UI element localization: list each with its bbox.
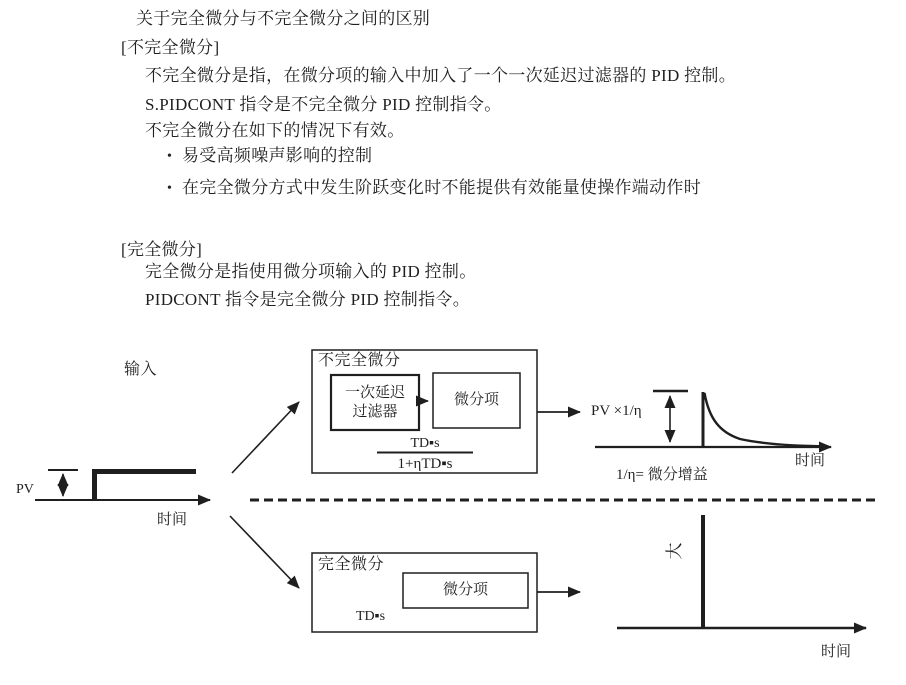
incomplete-time-label: 时间 [795,453,826,469]
page-title: 关于完全微分与不完全微分之间的区别 [136,9,431,28]
complete-section-header: [完全微分] [121,240,203,259]
filter-box-line2: 过滤器 [352,403,398,420]
decay-curve [705,393,829,446]
input-time-label: 时间 [157,512,188,528]
incomplete-bullet-2: 在完全微分方式中发生阶跃变化时不能提供有效能量使操作端动作时 [182,178,701,197]
derivative-box-2 [403,573,528,608]
incomplete-paragraph-3: 不完全微分在如下的情况下有效。 [145,121,405,140]
amplitude-gain-label: PV ×1/η [591,403,642,419]
filter-box [331,375,419,430]
incomplete-paragraph-1: 不完全微分是指，在微分项的输入中加入了一个一次延迟过滤器的 PID 控制。 [145,66,736,85]
complete-paragraph-2: PIDCONT 指令是完全微分 PID 控制指令。 [145,290,471,309]
complete-time-label: 时间 [821,644,852,660]
derivative-gain-note: 1/η= 微分增益 [616,467,708,483]
large-amplitude-label: 大 [665,542,684,560]
incomplete-paragraph-2: S.PIDCONT 指令是不完全微分 PID 控制指令。 [145,95,502,114]
input-step-signal [95,472,197,500]
derivative-box [433,373,520,428]
bullet-icon: • [167,181,172,196]
incomplete-bullet-1: 易受高频噪声影响的控制 [182,146,373,165]
arrow-to-complete [230,516,299,588]
input-label: 输入 [124,361,158,378]
complete-block-title: 完全微分 [318,556,385,573]
complete-paragraph-1: 完全微分是指使用微分项输入的 PID 控制。 [145,262,477,281]
filter-box-line1: 一次延迟 [344,384,405,401]
arrow-to-incomplete [232,402,299,473]
transfer-complete: TD▪s [356,609,386,624]
incomplete-block-title: 不完全微分 [318,352,401,369]
derivative-box-2-label: 微分项 [442,582,488,598]
pv-label: PV [16,482,34,497]
derivative-box-label: 微分项 [453,392,499,408]
bullet-icon: • [167,149,172,164]
transfer-denominator: 1+ηTD▪s [397,456,453,472]
transfer-numerator: TD▪s [410,436,440,451]
incomplete-section-header: [不完全微分] [121,38,220,57]
